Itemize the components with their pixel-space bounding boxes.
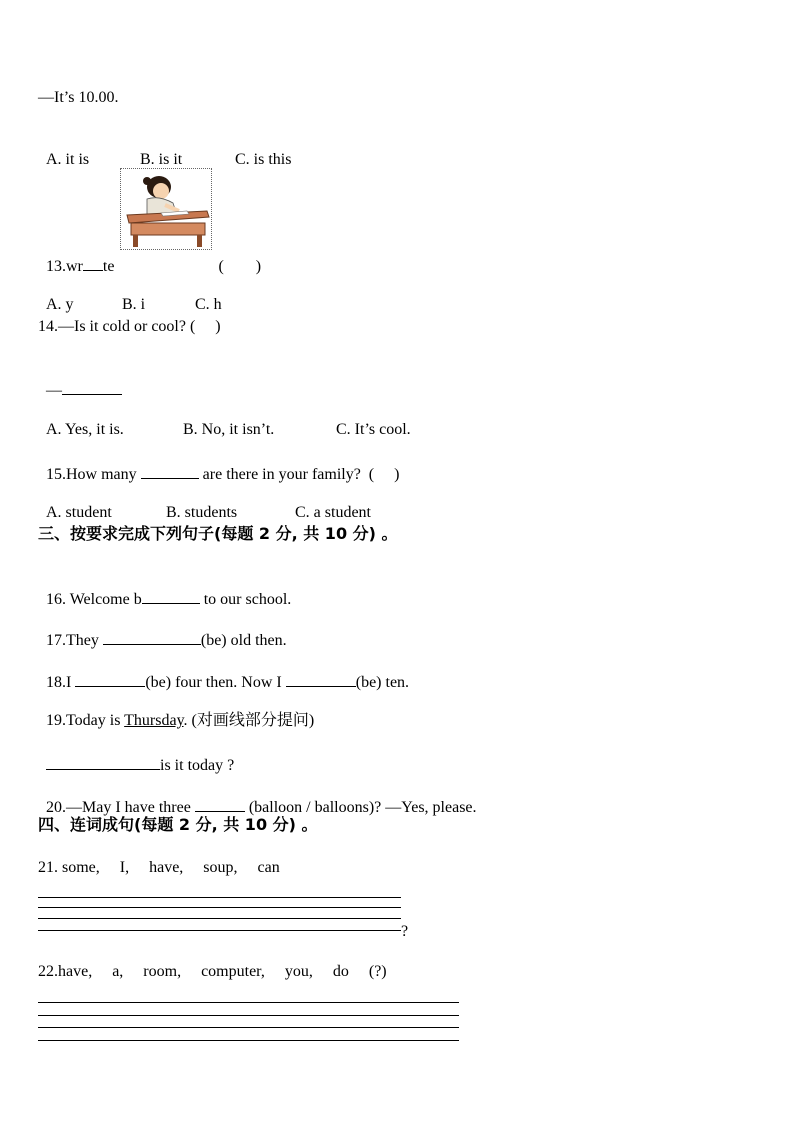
q15-stem bbox=[38, 442, 399, 485]
q18-blank-1[interactable] bbox=[75, 670, 145, 687]
q13-option-b[interactable]: B. i bbox=[122, 296, 146, 313]
q12-options bbox=[38, 130, 291, 170]
q19-after: . (对画线部分提问) bbox=[183, 712, 315, 729]
q15-options bbox=[38, 483, 371, 523]
q19-answer-after: is it today ? bbox=[160, 757, 235, 774]
q15-option-b[interactable]: B. students bbox=[166, 504, 238, 521]
q19-blank[interactable] bbox=[46, 753, 160, 770]
q13-blank[interactable] bbox=[83, 254, 103, 271]
q21-answer-rule-3[interactable] bbox=[38, 918, 401, 919]
q16-before: 16. Welcome b bbox=[46, 591, 142, 608]
q17-blank[interactable] bbox=[103, 628, 201, 645]
q22-words: 22.have, a, room, computer, you, do (?) bbox=[38, 963, 387, 980]
q12-answer-line: —It’s 10.00. bbox=[38, 89, 119, 106]
q14-answer-line bbox=[38, 358, 122, 401]
q20-blank[interactable] bbox=[195, 795, 245, 812]
q12-option-c[interactable]: C. is this bbox=[235, 151, 292, 168]
q14-options bbox=[38, 400, 411, 440]
q21-answer-rule-2[interactable] bbox=[38, 907, 401, 908]
q16-blank[interactable] bbox=[142, 587, 200, 604]
q13-options bbox=[38, 275, 222, 315]
q16-stem bbox=[38, 567, 291, 610]
q15-option-a[interactable]: A. student bbox=[46, 504, 112, 521]
q14-option-b[interactable]: B. No, it isn’t. bbox=[183, 421, 275, 438]
q21-words: 21. some, I, have, soup, can bbox=[38, 859, 280, 876]
q15-stem-after: are there in your family? ( ) bbox=[198, 466, 400, 483]
q14-blank[interactable] bbox=[62, 378, 122, 395]
q16-after: to our school. bbox=[199, 591, 292, 608]
section-3-heading: 三、按要求完成下列句子(每题 2 分, 共 10 分) 。 bbox=[38, 524, 398, 543]
q18-stem bbox=[38, 650, 409, 693]
section-4-heading: 四、连词成句(每题 2 分, 共 10 分) 。 bbox=[38, 815, 318, 834]
q22-answer-rule-3[interactable] bbox=[38, 1027, 459, 1028]
q14-dash: — bbox=[46, 382, 62, 399]
q14-option-c[interactable]: C. It’s cool. bbox=[336, 421, 411, 438]
q18-after: (be) ten. bbox=[355, 674, 410, 691]
q22-answer-rule-4[interactable] bbox=[38, 1040, 459, 1041]
q22-answer-rule-1[interactable] bbox=[38, 1002, 459, 1003]
q19-stem bbox=[38, 691, 314, 731]
q12-option-a[interactable]: A. it is bbox=[46, 151, 90, 168]
q13-stem-before: 13.wr bbox=[46, 258, 83, 275]
q15-blank[interactable] bbox=[141, 462, 199, 479]
q18-middle: (be) four then. Now I bbox=[145, 674, 286, 691]
q18-before: 18.I bbox=[46, 674, 76, 691]
q13-answer-paren[interactable]: ( ) bbox=[218, 258, 262, 275]
q13-stem bbox=[38, 234, 261, 277]
q21-answer-rule-1[interactable] bbox=[38, 897, 401, 898]
q21-answer-rule-4[interactable] bbox=[38, 930, 401, 931]
q19-answer-line bbox=[38, 733, 234, 776]
q19-before: 19.Today is bbox=[46, 712, 125, 729]
q21-end-mark: ? bbox=[401, 923, 409, 940]
q18-blank-2[interactable] bbox=[286, 670, 356, 687]
q17-stem bbox=[38, 608, 287, 651]
q20-before: 20.—May I have three bbox=[46, 799, 195, 816]
q13-option-a[interactable]: A. y bbox=[46, 296, 74, 313]
q20-stem bbox=[38, 775, 477, 818]
q17-before: 17.They bbox=[46, 632, 103, 649]
q12-option-b[interactable]: B. is it bbox=[140, 151, 183, 168]
q22-answer-rule-2[interactable] bbox=[38, 1015, 459, 1016]
q13-stem-after: te bbox=[102, 258, 115, 275]
q15-stem-before: 15.How many bbox=[46, 466, 141, 483]
q14-stem: 14.—Is it cold or cool? ( ) bbox=[38, 318, 221, 335]
q19-underlined-word: Thursday bbox=[124, 712, 184, 729]
q17-after: (be) old then. bbox=[200, 632, 287, 649]
q20-after: (balloon / balloons)? —Yes, please. bbox=[244, 799, 477, 816]
q14-option-a[interactable]: A. Yes, it is. bbox=[46, 421, 124, 438]
q13-option-c[interactable]: C. h bbox=[195, 296, 222, 313]
q15-option-c[interactable]: C. a student bbox=[295, 504, 371, 521]
